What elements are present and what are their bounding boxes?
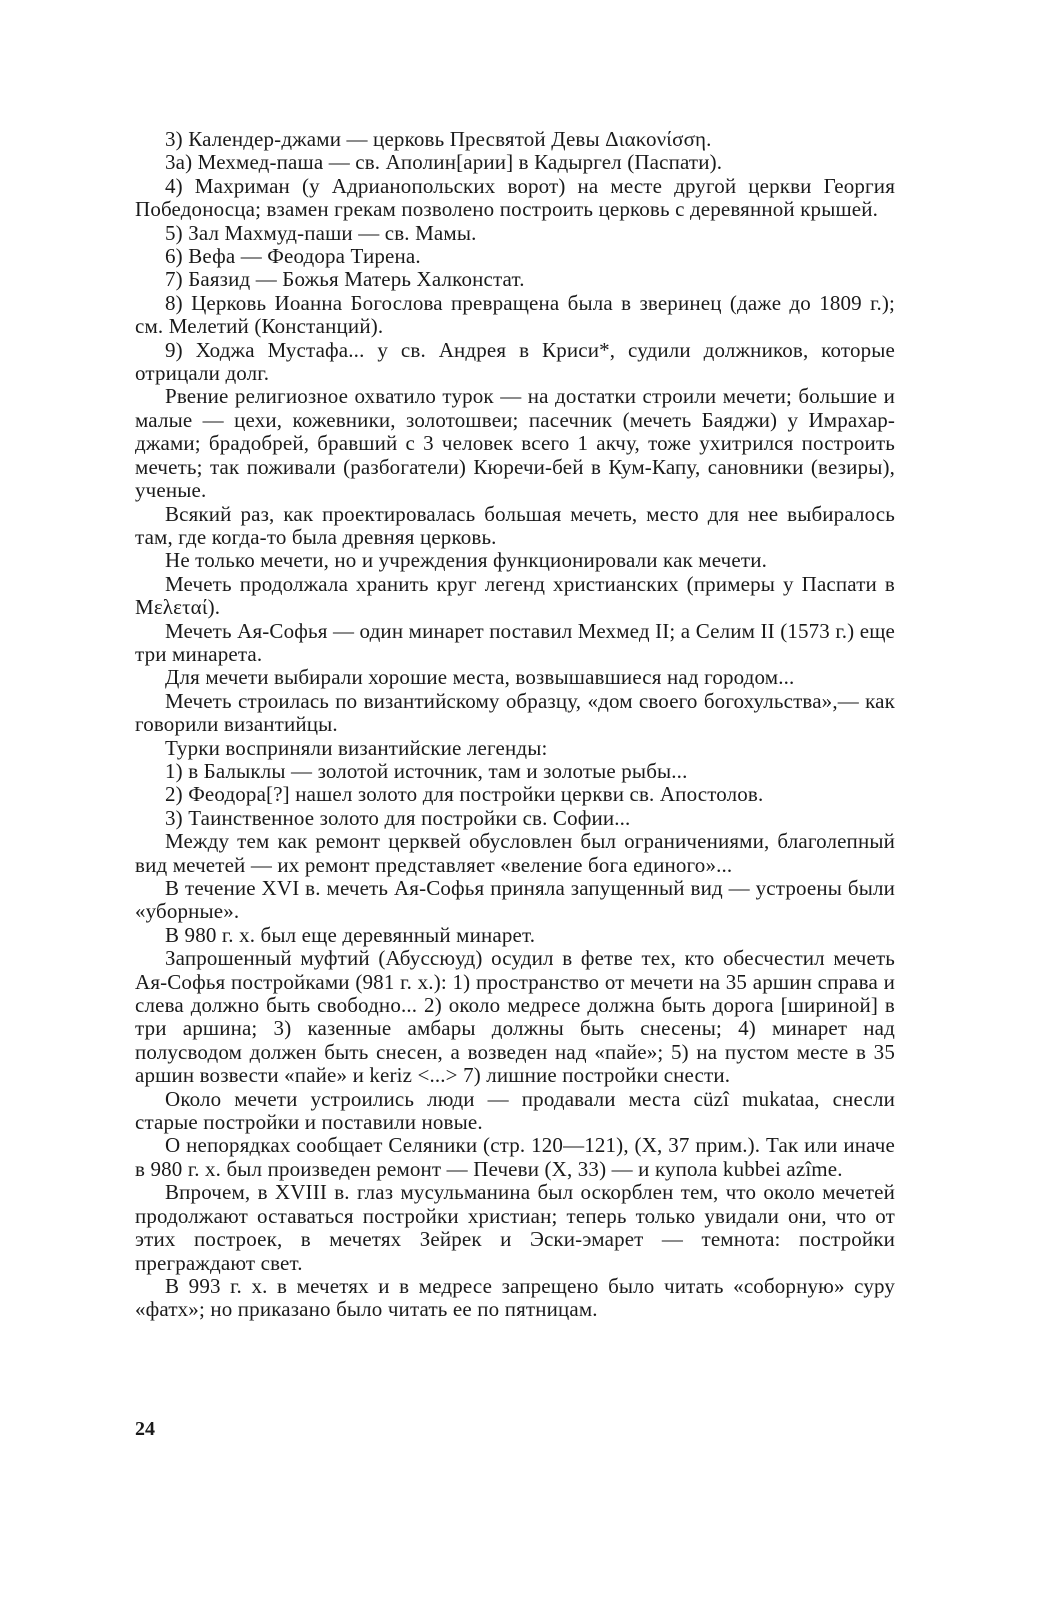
paragraph: Запрошенный муфтий (Абуссюуд) осудил в фетве тех, кто обесчестил мечеть Ая-Софья постройками (981 г. х.): 1) пространство от мечети на 35 аршин справа и слева должно быть свободно... 2) около медресе должна быть дорога [шириной] в три аршина; 3) казенные амбары должны быть снесены; 4) минарет над полусводом должен быть снесен, а возведен над «пайе»; 5) на пустом месте в 35 аршин возвести «пайе» и keriz <...> 7) лишние постройки снести. (135, 946, 895, 1088)
paragraph: 2) Феодора[?] нашел золото для постройки церкви св. Апостолов. (165, 782, 764, 807)
paragraph: О непорядках сообщает Селяники (стр. 120—121), (X, 37 прим.). Так или иначе в 980 г. х. был произведен ремонт — Печеви (X, 33) — и купола kubbei azîme. (135, 1133, 895, 1181)
paragraph: 4) Махриман (у Адрианопольских ворот) на месте другой церкви Георгия Победоносца; взамен грекам позволено построить церковь с деревянной крышей. (135, 173, 895, 222)
paragraph: Около мечети устроились люди — продавали места cüzî mukataa, снесли старые постройки и поставили новые. (135, 1086, 895, 1135)
paragraph: Турки восприняли византийские легенды: (165, 735, 548, 760)
book-page (135, 128, 895, 1578)
paragraph: 6) Вефа — Феодора Тирена. (165, 244, 421, 269)
paragraph: Не только мечети, но и учреждения функционировали как мечети. (165, 548, 767, 573)
paragraph: Впрочем, в XVIII в. глаз мусульманина был оскорблен тем, что около мечетей продолжают оставаться постройки христиан; теперь только увидали они, что от этих построек, в мечетях Зейрек и Эски-эмарет — темнота: постройки преграждают свет. (135, 1180, 895, 1275)
paragraph: В 980 г. х. был еще деревянный минарет. (165, 922, 536, 947)
paragraph: Для мечети выбирали хорошие места, возвышавшиеся над городом... (165, 665, 795, 690)
paragraph: 3а) Мехмед-паша — св. Аполин[арии] в Кадыргел (Паспати). (165, 150, 723, 175)
paragraph: Мечеть продолжала хранить круг легенд христианских (примеры у Паспати в Μελεταί). (135, 571, 895, 620)
text-column (135, 128, 895, 1322)
paragraph: Всякий раз, как проектировалась большая мечеть, место для нее выбиралось там, где когда-то была древняя церковь. (135, 501, 895, 549)
page-number: 24 (135, 1418, 155, 1440)
paragraph: Мечеть строилась по византийскому образцу, «дом своего богохульства»,— как говорили византийцы. (135, 688, 895, 737)
paragraph: 3) Календер-джами — церковь Пресвятой Девы Διακονίσση. (165, 127, 712, 151)
paragraph: В течение XVI в. мечеть Ая-Софья приняла запущенный вид — устроены были «уборные». (135, 876, 895, 924)
paragraph: 9) Ходжа Мустафа... у св. Андрея в Криси*, судили должников, которые отрицали долг. (135, 337, 895, 386)
paragraph: В 993 г. х. в мечетях и в медресе запрещено было читать «соборную» суру «фатх»; но приказано было читать ее по пятницам. (135, 1273, 895, 1322)
paragraph: 8) Церковь Иоанна Богослова превращена была в зверинец (даже до 1809 г.); см. Мелетий (Констанций). (135, 290, 895, 339)
paragraph: Мечеть Ая-Софья — один минарет поставил Мехмед II; а Селим II (1573 г.) еще три минарета. (135, 618, 895, 666)
paragraph: Между тем как ремонт церквей обусловлен был ограничениями, благолепный вид мечетей — их ремонт представляет «веление бога единого»... (135, 829, 895, 877)
paragraph: 7) Баязид — Божья Матерь Халконстат. (165, 267, 525, 292)
paragraph: 5) Зал Махмуд-паши — св. Мамы. (165, 220, 477, 245)
paragraph: 3) Таинственное золото для постройки св. Софии... (165, 805, 631, 830)
paragraph: Рвение религиозное охватило турок — на достатки строили мечети; большие и малые — цехи, кожевники, золотошвеи; пасечник (мечеть Баяджи) у Имрахар-джами; брадобрей, бравший с 3 человек всего 1 акчу, тоже ухитрился построить мечеть; так поживали (разбогатели) Кюречи-бей в Кум-Капу, сановники (везиры), ученые. (135, 384, 895, 503)
paragraph: 1) в Балыклы — золотой источник, там и золотые рыбы... (165, 758, 688, 783)
